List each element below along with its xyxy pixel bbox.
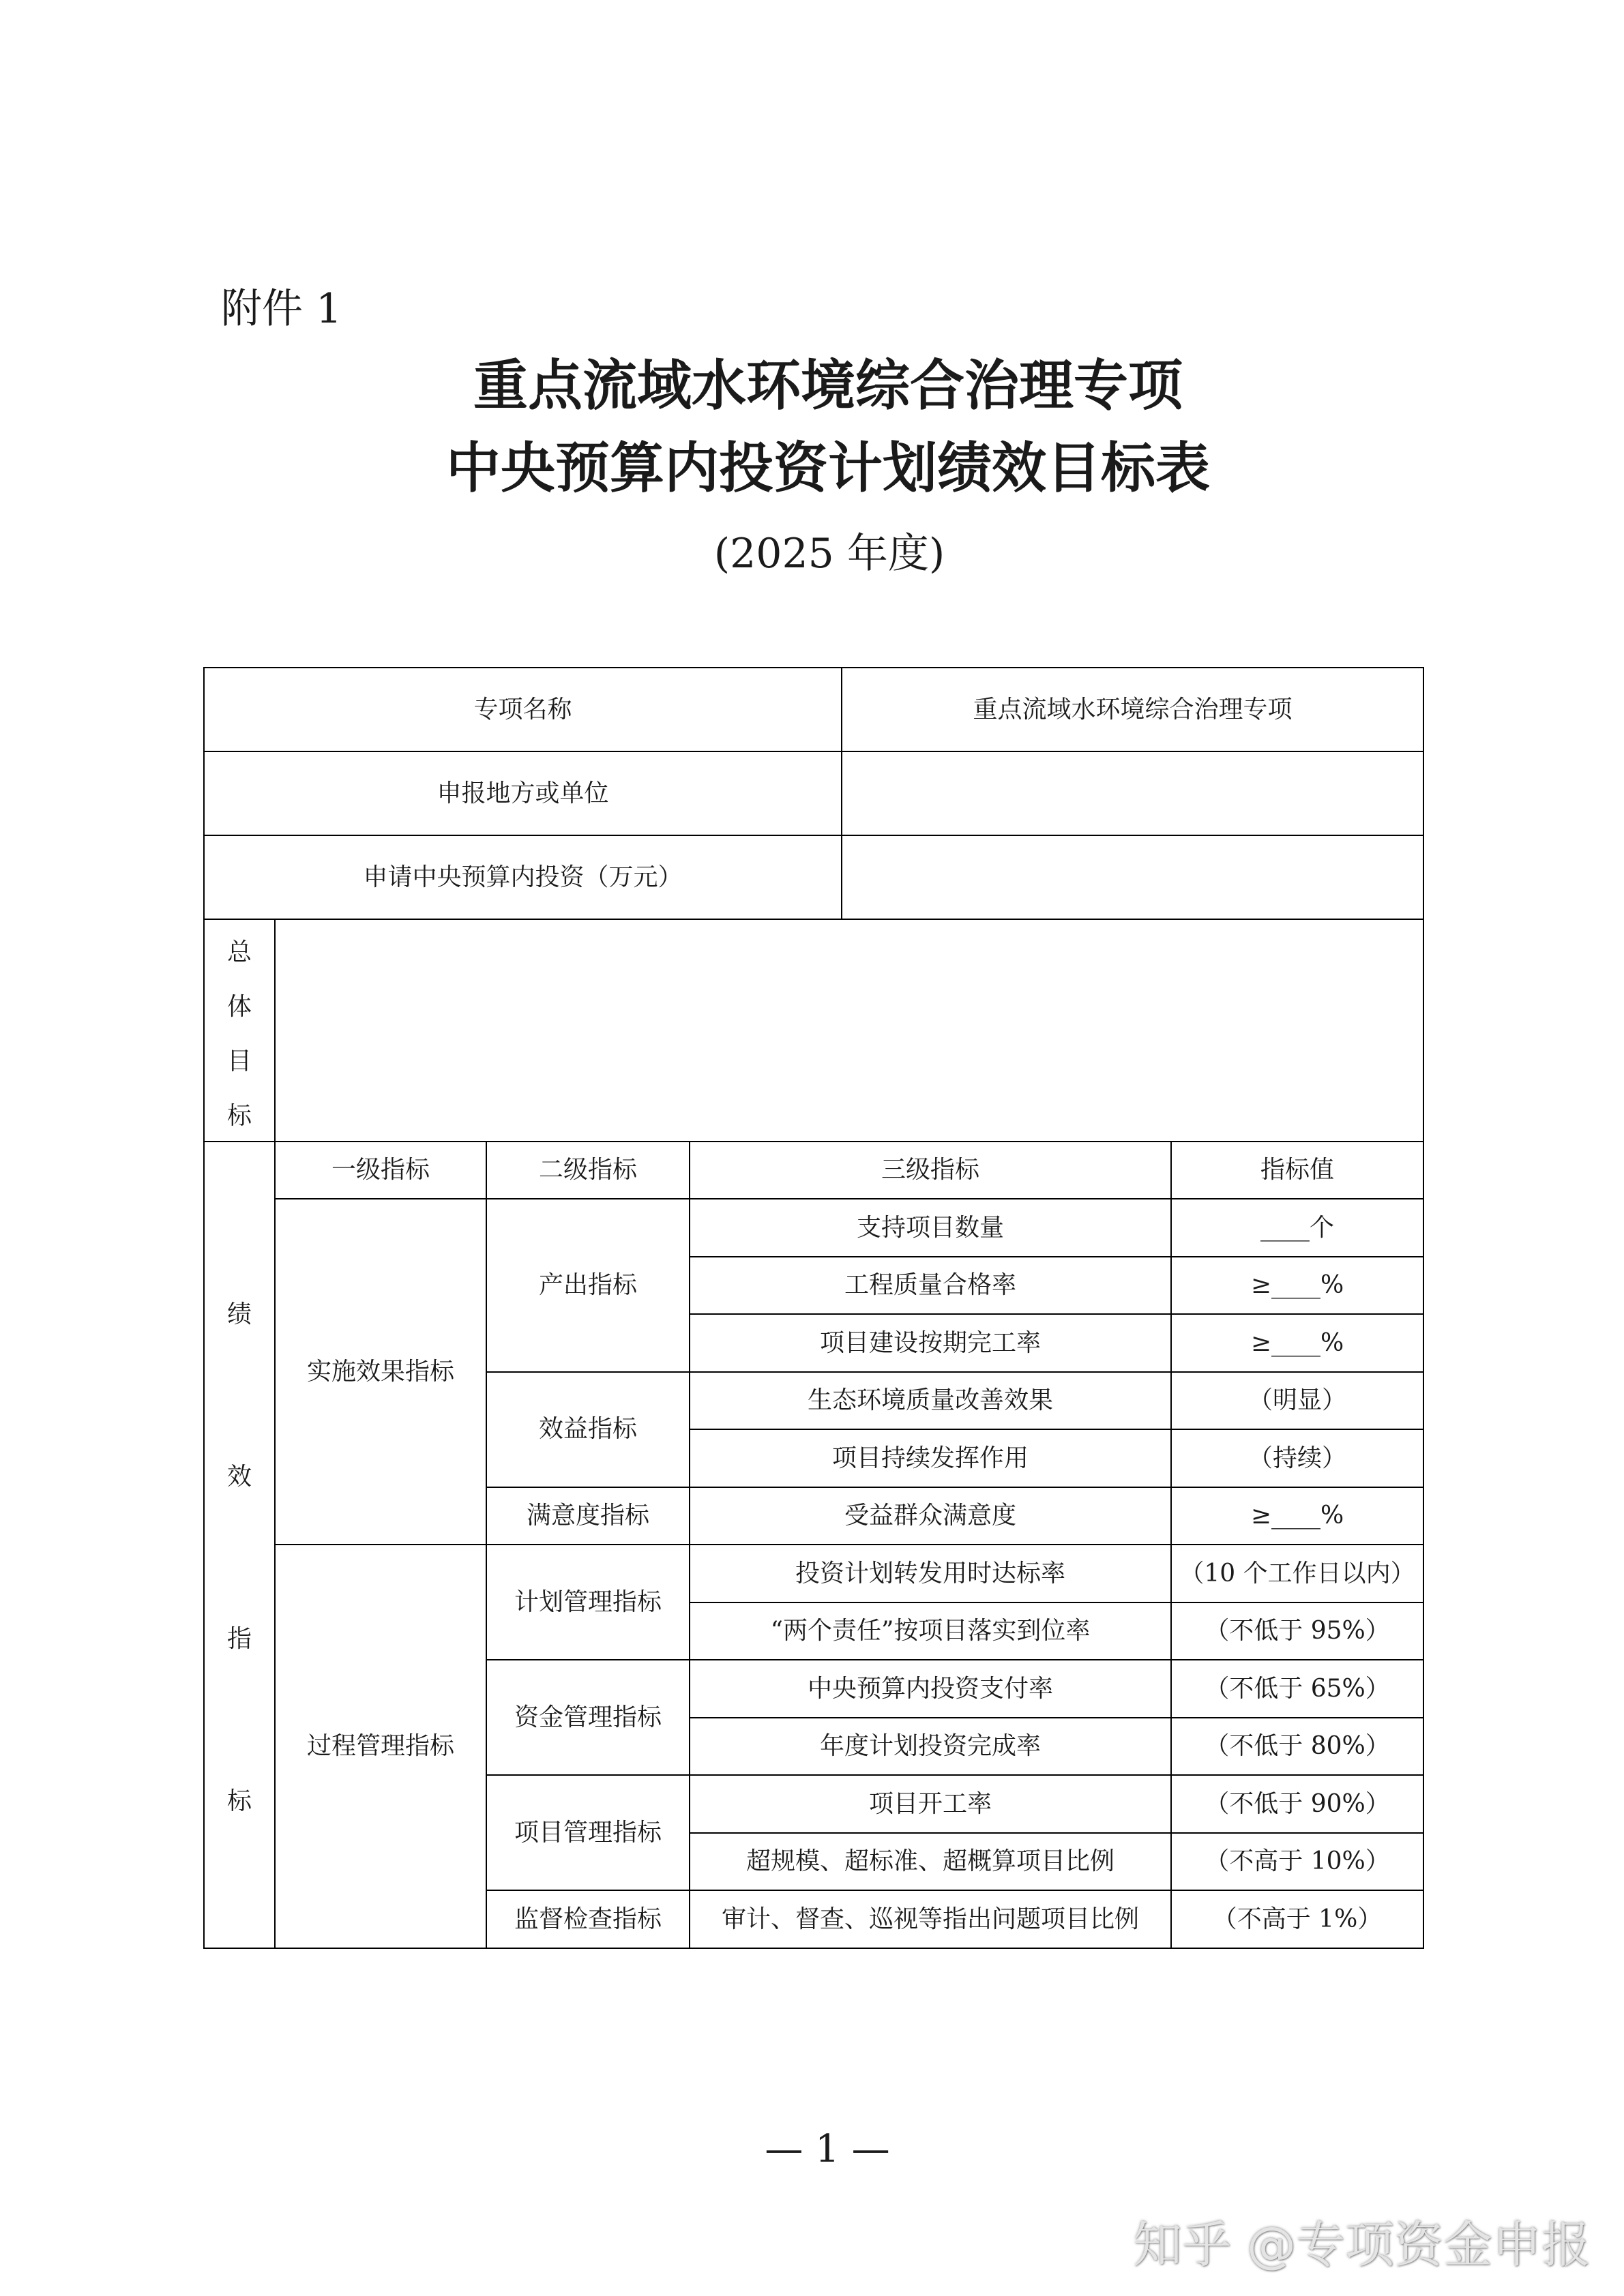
performance-label-cell [204, 1142, 275, 1948]
level3-indicator: 项目建设按期完工率 [690, 1314, 1171, 1372]
investment-value-cell [842, 835, 1423, 919]
indicator-value: ≥____% [1171, 1314, 1423, 1372]
level2-indicator: 资金管理指标 [486, 1660, 690, 1775]
level3-indicator: “两个责任”按项目落实到位率 [690, 1602, 1171, 1660]
performance-label: 绩效指标 [226, 1300, 252, 1816]
indicator-value: ____个 [1171, 1199, 1423, 1257]
indicator-value: ≥____% [1171, 1257, 1423, 1315]
level3-indicator: 项目持续发挥作用 [690, 1429, 1171, 1487]
level2-indicator: 监督检查指标 [486, 1890, 690, 1948]
watermark: 知乎 @专项资金申报 [1133, 2216, 1591, 2273]
column-header-level2: 二级指标 [486, 1142, 690, 1199]
page-number: — 1 — [765, 2127, 890, 2171]
level3-indicator: 年度计划投资完成率 [690, 1718, 1171, 1776]
attachment-label: 附件 1 [221, 285, 342, 333]
investment-label: 申请中央预算内投资（万元） [204, 835, 842, 919]
project-name-label: 专项名称 [204, 668, 842, 751]
level2-indicator: 效益指标 [486, 1372, 690, 1487]
indicator-value: （持续） [1171, 1429, 1423, 1487]
level3-indicator: 中央预算内投资支付率 [690, 1660, 1171, 1718]
year-label: (2025 年度) [713, 530, 945, 578]
level3-indicator: 工程质量合格率 [690, 1257, 1171, 1315]
document-title-line1: 重点流域水环境综合治理专项 [473, 354, 1183, 417]
indicator-value: （不低于 65%） [1171, 1660, 1423, 1718]
applicant-value-cell [842, 751, 1423, 835]
table-row [204, 1545, 1423, 1602]
table-row [204, 835, 1423, 919]
document-title-line2: 中央预算内投资计划绩效目标表 [446, 436, 1210, 500]
indicator-value: （不低于 80%） [1171, 1718, 1423, 1776]
table-row [204, 919, 1423, 1142]
applicant-label: 申报地方或单位 [204, 751, 842, 835]
level1-indicator: 过程管理指标 [275, 1545, 486, 1948]
overall-goal-value-cell [275, 919, 1423, 1142]
indicator-value: （不高于 10%） [1171, 1833, 1423, 1891]
level3-indicator: 审计、督查、巡视等指出问题项目比例 [690, 1890, 1171, 1948]
level2-indicator: 计划管理指标 [486, 1545, 690, 1660]
level3-indicator: 受益群众满意度 [690, 1487, 1171, 1545]
indicator-value: （10 个工作日以内） [1171, 1545, 1423, 1602]
column-header-value: 指标值 [1171, 1142, 1423, 1199]
table-header-row [204, 1142, 1423, 1199]
performance-target-table [203, 667, 1424, 1949]
overall-goal-label-cell [204, 919, 275, 1142]
level1-indicator: 实施效果指标 [275, 1199, 486, 1545]
column-header-level1: 一级指标 [275, 1142, 486, 1199]
table-row [204, 668, 1423, 751]
indicator-value: ≥____% [1171, 1487, 1423, 1545]
indicator-value: （明显） [1171, 1372, 1423, 1430]
level2-indicator: 产出指标 [486, 1199, 690, 1372]
level3-indicator: 超规模、超标准、超概算项目比例 [690, 1833, 1171, 1891]
overall-goal-label: 总体目标 [226, 938, 252, 1130]
table-row [204, 1199, 1423, 1257]
indicator-value: （不高于 1%） [1171, 1890, 1423, 1948]
column-header-level3: 三级指标 [690, 1142, 1171, 1199]
project-name-value: 重点流域水环境综合治理专项 [842, 668, 1423, 751]
level2-indicator: 满意度指标 [486, 1487, 690, 1545]
level2-indicator: 项目管理指标 [486, 1775, 690, 1890]
indicator-value: （不低于 90%） [1171, 1775, 1423, 1833]
level3-indicator: 投资计划转发用时达标率 [690, 1545, 1171, 1602]
table-row [204, 751, 1423, 835]
level3-indicator: 生态环境质量改善效果 [690, 1372, 1171, 1430]
indicator-value: （不低于 95%） [1171, 1602, 1423, 1660]
level3-indicator: 项目开工率 [690, 1775, 1171, 1833]
level3-indicator: 支持项目数量 [690, 1199, 1171, 1257]
